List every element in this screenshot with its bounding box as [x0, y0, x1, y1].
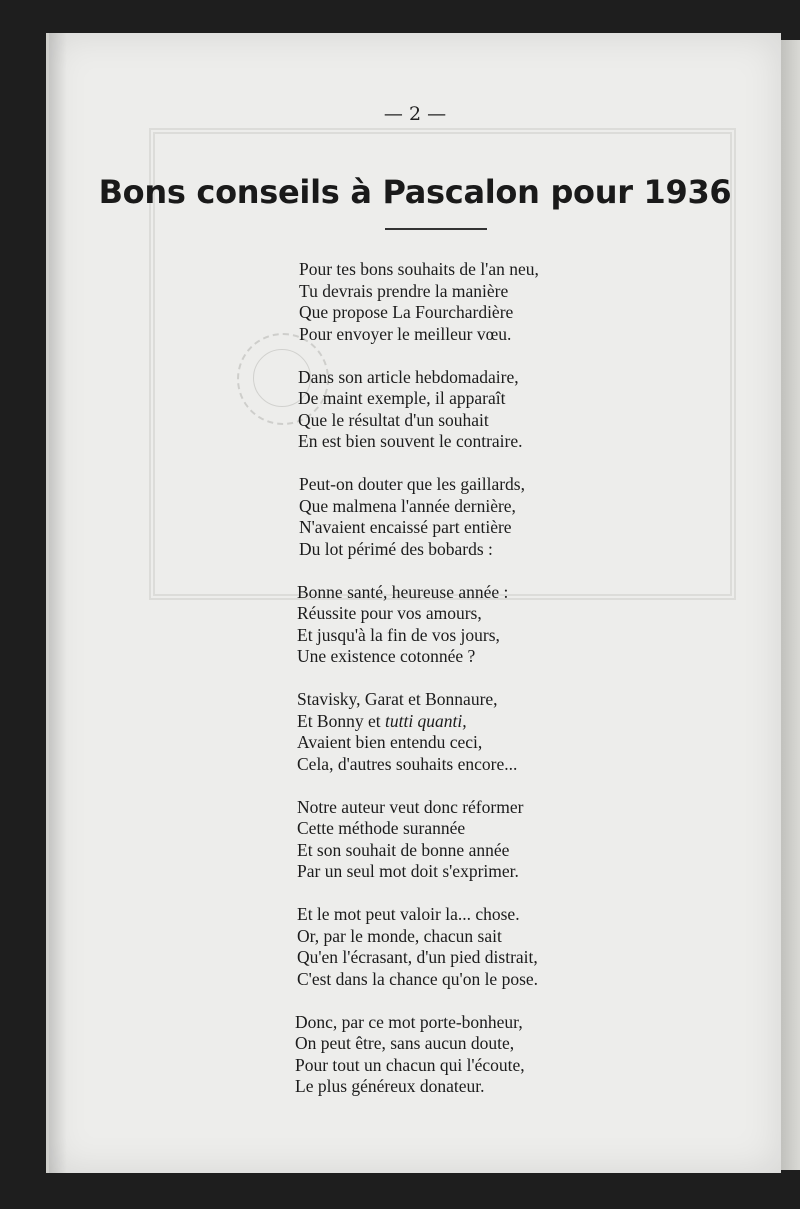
stanza	[297, 797, 539, 883]
poem-line: Pour tout un chacun qui l'écoute,	[295, 1054, 525, 1075]
poem-line: Qu'en l'écrasant, d'un pied distrait,	[297, 947, 538, 967]
stanza	[299, 259, 539, 345]
page-number: — 2 —	[383, 103, 447, 125]
stanza	[295, 1012, 539, 1098]
poem-line: C'est dans la chance qu'on le pose.	[297, 968, 539, 989]
poem-line: Bonne santé, heureuse année :	[297, 581, 509, 602]
poem-line: Cette méthode surannée	[297, 818, 466, 838]
poem	[295, 259, 539, 1119]
poem-line: Notre auteur veut donc réformer	[297, 796, 524, 817]
poem-line: Une existence cotonnée ?	[297, 646, 476, 666]
poem-line: Dans son article hebdomadaire,	[298, 366, 519, 387]
poem-line: Que malmena l'année dernière,	[299, 495, 516, 516]
poem-line	[297, 711, 539, 733]
booklet-page	[46, 33, 781, 1173]
poem-line-text: Et Bonny et	[297, 710, 381, 731]
poem-line: Le plus généreux donateur.	[295, 1076, 485, 1096]
poem-line: De maint exemple, il apparaît	[298, 388, 506, 408]
poem-line: Et le mot peut valoir la... chose.	[297, 904, 520, 924]
stanza	[297, 904, 539, 990]
poem-line: Or, par le monde, chacun sait	[297, 925, 502, 946]
poem-line: Cela, d'autres souhaits encore...	[297, 753, 518, 774]
poem-line: Tu devrais prendre la manière	[299, 280, 509, 301]
poem-line: Réussite pour vos amours,	[297, 603, 482, 623]
poem-line: Avaient bien entendu ceci,	[297, 732, 483, 752]
poem-line: Pour envoyer le meilleur vœu.	[299, 323, 512, 344]
poem-line: Que propose La Fourchardière	[299, 302, 514, 322]
poem-line: Stavisky, Garat et Bonnaure,	[297, 689, 498, 709]
poem-line: Du lot périmé des bobards :	[299, 538, 493, 559]
poem-line: Peut-on douter que les gaillards,	[299, 474, 525, 494]
stanza	[299, 474, 539, 560]
stanza	[297, 689, 539, 775]
stanza	[298, 367, 539, 453]
poem-line: Que le résultat d'un souhait	[298, 409, 489, 430]
stanza	[297, 582, 539, 668]
page-title: Bons conseils à Pascalon pour 1936	[98, 173, 732, 211]
poem-line: On peut être, sans aucun doute,	[295, 1033, 515, 1053]
poem-line: Et jusqu'à la fin de vos jours,	[297, 624, 500, 645]
poem-line: Par un seul mot doit s'exprimer.	[297, 861, 519, 881]
poem-line: Donc, par ce mot porte-bonheur,	[295, 1011, 523, 1032]
poem-line: Et son souhait de bonne année	[297, 839, 510, 860]
poem-line: En est bien souvent le contraire.	[298, 431, 523, 451]
title-underline	[385, 228, 487, 230]
poem-line: N'avaient encaissé part entière	[299, 517, 512, 537]
poem-line: Pour tes bons souhaits de l'an neu,	[299, 259, 539, 279]
italic-phrase: tutti quanti,	[384, 710, 467, 731]
